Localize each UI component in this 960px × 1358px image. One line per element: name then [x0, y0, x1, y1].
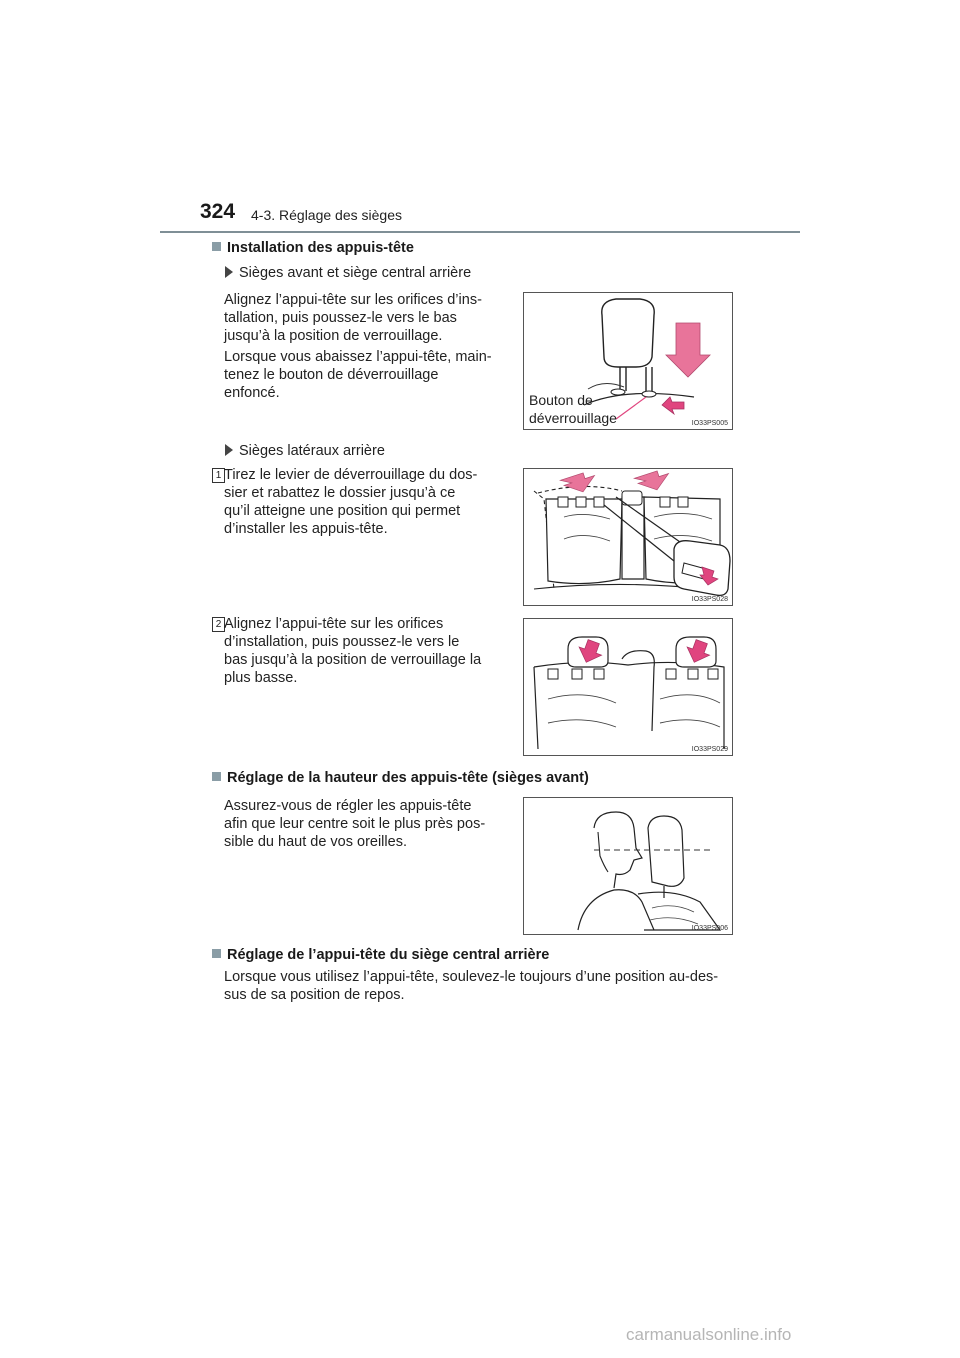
- heading-text: Installation des appuis-tête: [227, 240, 414, 256]
- heading-text: Réglage de la hauteur des appuis-tête (sièges avant): [227, 770, 589, 786]
- subheading-front-seats: [225, 265, 471, 281]
- text-line: afin que leur centre soit le plus près pos-: [224, 816, 486, 832]
- subheading-text: Sièges avant et siège central arrière: [239, 265, 472, 281]
- figure-code: IO33PS029: [691, 746, 728, 753]
- text-line: sier et rabattez le dossier jusqu’à ce: [224, 485, 456, 501]
- text-line: d’installer les appuis-tête.: [224, 521, 388, 537]
- paragraph-front-install: [224, 291, 506, 345]
- rear-seat-fold-illustration: [524, 469, 732, 605]
- down-arrow-icon: [560, 470, 598, 498]
- paragraph-step-2: [224, 615, 506, 687]
- subheading-text: Sièges latéraux arrière: [239, 443, 385, 459]
- text-line: qu’il atteigne une position qui permet: [224, 503, 461, 519]
- text-line: sus de sa position de repos.: [224, 987, 405, 1003]
- figure-code: IO33PS006: [691, 925, 728, 932]
- figure-rear-seatback-fold: [523, 468, 733, 606]
- paragraph-front-note: [224, 348, 506, 402]
- section-title: 4-3. Réglage des sièges: [251, 207, 402, 223]
- paragraph-height: [224, 797, 506, 851]
- heading-square-icon: [212, 772, 221, 781]
- heading-text: Réglage de l’appui-tête du siège central arrière: [227, 947, 550, 963]
- subheading-rear-outer-seats: [225, 443, 385, 459]
- text-line: Tirez le levier de déverrouillage du dos-: [224, 467, 478, 483]
- page-number: 324: [200, 200, 236, 223]
- watermark: carmanualsonline.info: [626, 1325, 792, 1344]
- text-line: plus basse.: [224, 670, 298, 686]
- press-arrow-icon: [662, 397, 684, 414]
- heading-square-icon: [212, 949, 221, 958]
- heading-center-rear: [212, 947, 549, 963]
- text-line: Assurez-vous de régler les appuis-tête: [224, 798, 472, 814]
- text-line: Lorsque vous utilisez l’appui-tête, soulevez-le toujours d’une position au-des-: [224, 969, 719, 985]
- step-number-2: 2: [212, 617, 225, 632]
- text-line: enfoncé.: [224, 385, 280, 401]
- rear-headrest-install-illustration: [524, 619, 732, 755]
- triangle-bullet-icon: [225, 444, 233, 456]
- paragraph-step-1: [224, 466, 506, 538]
- label-line: déverrouillage: [529, 410, 617, 426]
- text-line: Alignez l’appui-tête sur les orifices: [224, 616, 444, 632]
- label-line: Bouton de: [529, 392, 593, 408]
- text-line: Alignez l’appui-tête sur les orifices d’ins-: [224, 292, 482, 308]
- text-line: tallation, puis poussez-le vers le bas: [224, 310, 457, 326]
- heading-installation: [212, 240, 414, 256]
- text-line: tenez le bouton de déverrouillage: [224, 367, 439, 383]
- figure-rear-headrest-install: [523, 618, 733, 756]
- header-rule: [160, 231, 800, 233]
- figure-headrest-height: [523, 797, 733, 935]
- text-line: sible du haut de vos oreilles.: [224, 834, 407, 850]
- figure-code: IO33PS028: [691, 596, 728, 603]
- text-line: Lorsque vous abaissez l’appui-tête, main-: [224, 349, 492, 365]
- head-position-illustration: [524, 798, 732, 934]
- step-number-1: 1: [212, 468, 225, 483]
- figure-headrest-release-button: [523, 292, 733, 430]
- text-line: d’installation, puis poussez-le vers le: [224, 634, 460, 650]
- heading-height-adjustment: [212, 770, 589, 786]
- heading-square-icon: [212, 242, 221, 251]
- figure-code: IO33PS005: [691, 420, 728, 427]
- down-arrow-icon: [666, 323, 710, 377]
- release-button-label: [529, 391, 617, 427]
- text-line: bas jusqu’à la position de verrouillage la: [224, 652, 482, 668]
- triangle-bullet-icon: [225, 266, 233, 278]
- paragraph-center-rear: [224, 968, 784, 1004]
- text-line: jusqu’à la position de verrouillage.: [224, 328, 443, 344]
